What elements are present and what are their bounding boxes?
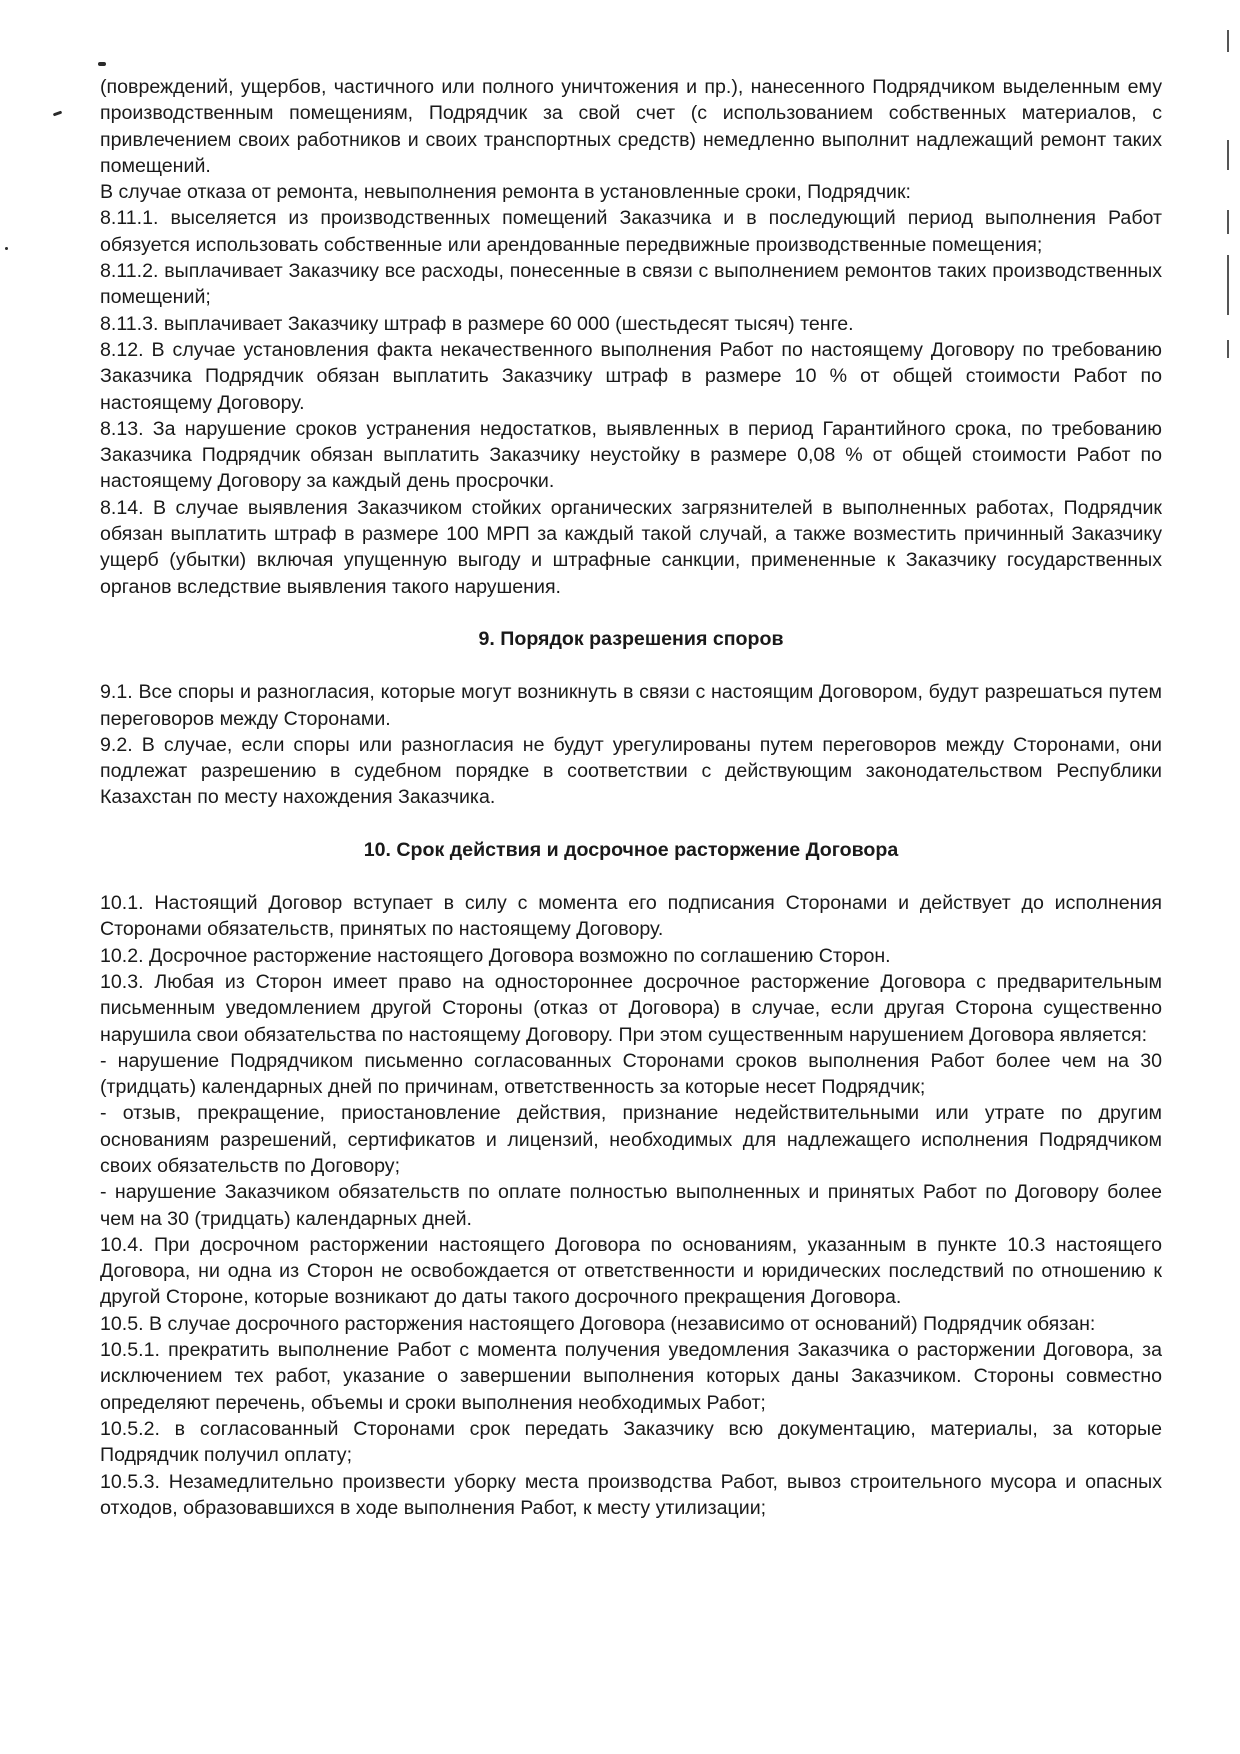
- clause-10-3-item-a: - нарушение Подрядчиком письменно согласованных Сторонами сроков выполнения Работ более чем на 30 (тридцать) календарных дней по причинам, ответственность за которые несет Подрядчик;: [100, 1049, 1162, 1099]
- scan-speck: [98, 62, 106, 66]
- scan-edge-mark: [1227, 140, 1229, 170]
- clause-8-11-1: 8.11.1. выселяется из производственных помещений Заказчика и в последующий период выполнения Работ обязуется использовать собственные или арендованные передвижные производственные помещения;: [100, 207, 1162, 256]
- clause-10-5-2: 10.5.2. в согласованный Сторонами срок передать Заказчику всю документацию, материалы, за которые Подрядчик получил оплату;: [100, 1417, 1162, 1467]
- document-page: [100, 74, 1162, 1521]
- scan-edge-mark: [1227, 30, 1229, 52]
- clause-9-2: 9.2. В случае, если споры или разногласия не будут урегулированы путем переговоров между Сторонами, они подлежат разрешению в судебном порядке в соответствии с действующим законодательством Республики Казахстан по месту нахождения Заказчика.: [100, 733, 1162, 809]
- clause-8-11-2: 8.11.2. выплачивает Заказчику все расходы, понесенные в связи с выполнением ремонтов таких производственных помещений;: [100, 260, 1162, 309]
- clause-10-2: 10.2. Досрочное расторжение настоящего Договора возможно по соглашению Сторон.: [100, 944, 891, 967]
- clause-10-5-3: 10.5.3. Незамедлительно произвести уборку места производства Работ, вывоз строительного мусора и опасных отходов, образовавшихся в ходе выполнения Работ, к месту утилизации;: [100, 1470, 1162, 1519]
- clause-10-3-item-b: - отзыв, прекращение, приостановление действия, признание недействительными или утрате по другим основаниям разрешений, сертификатов и лицензий, необходимых для надлежащего исполнения Подрядчиком своих обязательств по Договору;: [100, 1102, 1162, 1177]
- clause-10-5-1: 10.5.1. прекратить выполнение Работ с момента получения уведомления Заказчика о расторжении Договора, за исключением тех работ, указание о завершении выполнения которых даны Заказчиком. Стороны совместно определяют перечень, объемы и сроки выполнения необходимых Работ;: [100, 1339, 1162, 1414]
- clause-9-1: 9.1. Все споры и разногласия, которые могут возникнуть в связи с настоящим Договором, будут разрешаться путем переговоров между Сторонами.: [100, 681, 1162, 730]
- clause-8-12: 8.12. В случае установления факта некачественного выполнения Работ по настоящему Договору по требованию Заказчика Подрядчик обязан выплатить Заказчику штраф в размере 10 % от общей стоимости Работ по настоящему Договору.: [100, 338, 1162, 414]
- clause-10-3-item-c: - нарушение Заказчиком обязательств по оплате полностью выполненных и принятых Работ по Договору более чем на 30 (тридцать) календарных дней.: [100, 1181, 1162, 1230]
- paragraph-intro: (повреждений, ущербов, частичного или полного уничтожения и пр.), нанесенного Подрядчиком выделенным ему производственным помещениям, Подрядчик за свой счет (с использованием собственных материалов, с привлечением своих работников и своих транспортных средств) немедленно выполнит надлежащий ремонт таких помещений.: [100, 76, 1162, 177]
- clause-10-3: 10.3. Любая из Сторон имеет право на одностороннее досрочное расторжение Договора с предварительным письменным уведомлением другой Стороны (отказ от Договора) в случае, если другая Сторона существенно нарушила свои обязательства по настоящему Договору. При этом существенным нарушением Договора является:: [100, 970, 1162, 1046]
- scan-speck: [53, 111, 62, 117]
- paragraph-refusal: В случае отказа от ремонта, невыполнения ремонта в установленные сроки, Подрядчик:: [100, 181, 911, 204]
- clause-8-11-3: 8.11.3. выплачивает Заказчику штраф в размере 60 000 (шестьдесят тысяч) тенге.: [100, 312, 854, 335]
- scan-edge-mark: [1227, 255, 1229, 315]
- scan-edge-mark: [1227, 340, 1229, 358]
- scan-edge-mark: [1227, 210, 1229, 234]
- section-heading-9: 9. Порядок разрешения споров: [478, 627, 784, 650]
- scan-speck: [5, 247, 8, 250]
- clause-10-5: 10.5. В случае досрочного расторжения настоящего Договора (независимо от оснований) Подрядчик обязан:: [100, 1312, 1096, 1335]
- clause-8-13: 8.13. За нарушение сроков устранения недостатков, выявленных в период Гарантийного срока, по требованию Заказчика Подрядчик обязан выплатить Заказчику неустойку в размере 0,08 % от общей стоимости Работ по настоящему Договору за каждый день просрочки.: [100, 417, 1162, 493]
- clause-10-1: 10.1. Настоящий Договор вступает в силу с момента его подписания Сторонами и действует до исполнения Сторонами обязательств, принятых по настоящему Договору.: [100, 892, 1162, 941]
- clause-10-4: 10.4. При досрочном расторжении настоящего Договора по основаниям, указанным в пункте 10.3 настоящего Договора, ни одна из Сторон не освобождается от ответственности и юридических последствий по отношению к другой Стороне, которые возникают до даты такого досрочного прекращения Договора.: [100, 1233, 1162, 1309]
- clause-8-14: 8.14. В случае выявления Заказчиком стойких органических загрязнителей в выполненных работах, Подрядчик обязан выплатить штраф в размере 100 МРП за каждый такой случай, а также возместить причинный Заказчику ущерб (убытки) включая упущенную выгоду и штрафные санкции, примененные к Заказчику государственных органов вследствие выявления такого нарушения.: [100, 496, 1162, 598]
- section-heading-10: 10. Срок действия и досрочное расторжение Договора: [363, 838, 899, 861]
